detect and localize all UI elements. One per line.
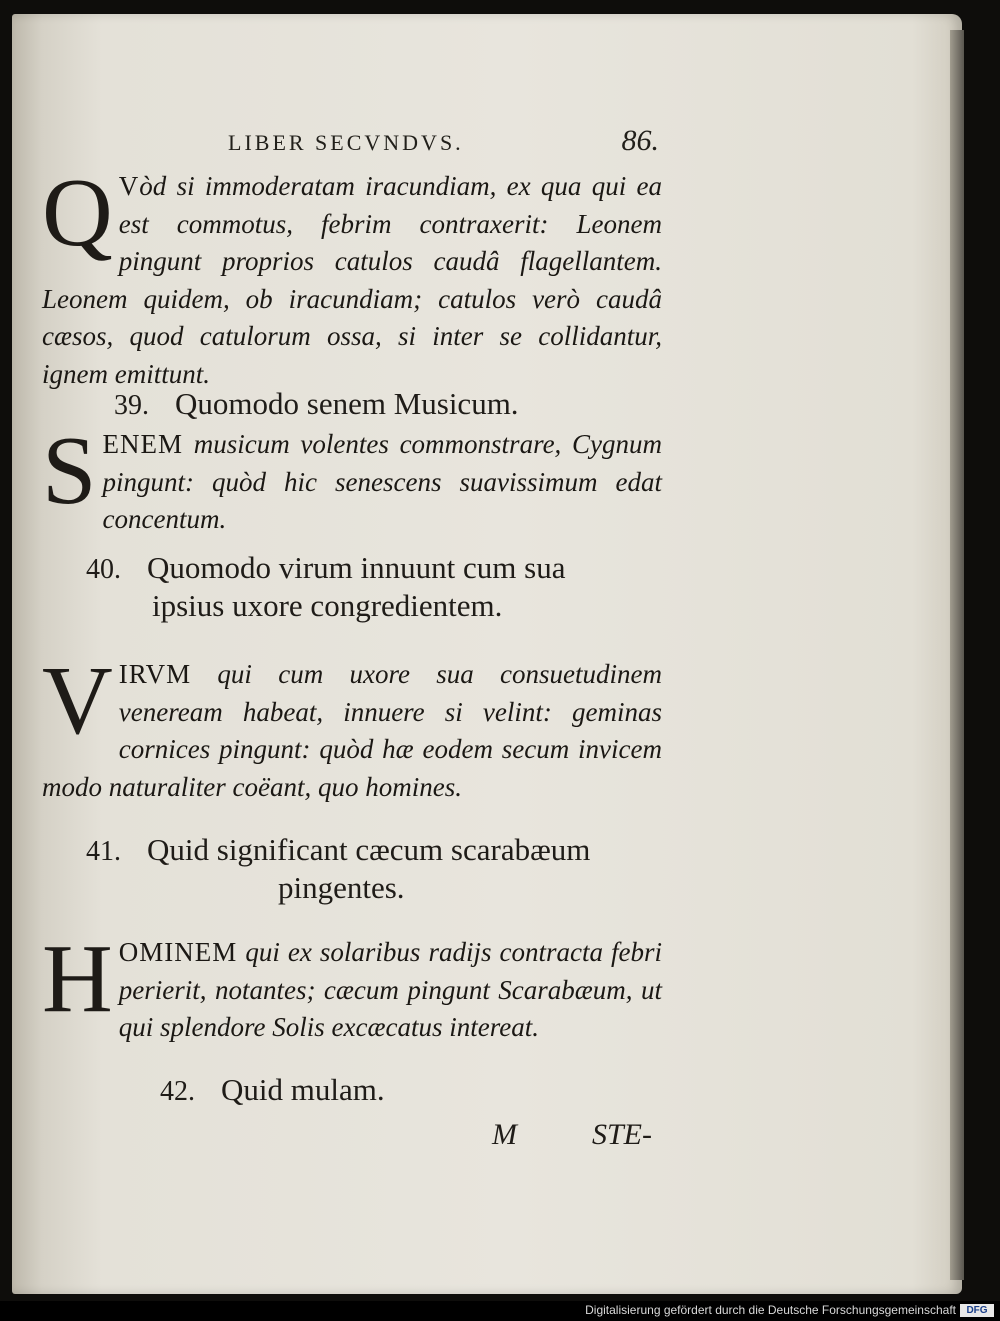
page-header	[200, 124, 665, 164]
section-heading-40-line-2	[152, 586, 502, 626]
paragraph-41	[42, 925, 663, 1047]
lead-word: ENEM	[102, 429, 184, 459]
section-heading-42	[160, 1070, 385, 1112]
running-title: LIBER SECVNDVS.	[228, 130, 464, 155]
heading-line: Quomodo senem Musicum.	[175, 386, 519, 421]
section-heading-41-line-2	[278, 868, 405, 908]
footer-credit: Digitalisierung gefördert durch die Deutsche Forschungsgemeinschaft	[585, 1303, 956, 1317]
page-number: 86.	[621, 124, 659, 157]
drop-capital: Q	[42, 159, 113, 267]
drop-capital: V	[42, 647, 113, 755]
section-number: 40.	[86, 554, 121, 585]
heading-line: pingentes.	[278, 870, 405, 905]
section-number: 42.	[160, 1076, 195, 1107]
paragraph-40	[42, 647, 662, 806]
section-heading-41	[86, 830, 590, 872]
heading-line: Quid mulam.	[221, 1072, 385, 1107]
heading-line: Quomodo virum innuunt cum sua	[147, 550, 566, 585]
paragraph-text: musicum volentes commonstrare, Cygnum pingunt: quòd hic senescens suavissimum edat concentum.	[102, 429, 662, 534]
paragraph-text: qui ex solaribus radijs contracta febri perierit, notantes; cæcum pingunt Scarabæum, ut qui splendore Solis excæcatus intereat.	[118, 937, 663, 1042]
paragraph-1	[42, 159, 662, 393]
drop-capital: H	[42, 925, 113, 1033]
dfg-logo: DFG	[960, 1304, 994, 1317]
heading-line: Quid significant cæcum scarabæum	[147, 832, 591, 867]
paragraph-39	[42, 417, 662, 539]
section-heading-39	[114, 384, 519, 426]
lead-word: V	[118, 171, 140, 201]
lead-word: IRVM	[118, 659, 192, 689]
lead-word: OMINEM	[118, 937, 238, 967]
signature-mark: M	[492, 1118, 517, 1151]
drop-capital: S	[42, 417, 97, 525]
section-number: 39.	[114, 390, 149, 421]
paragraph-text: qui cum uxore sua consuetudinem veneream habeat, innuere si velint: geminas cornices pingunt: quòd hæ eodem secum invicem modo naturaliter coëant, quo homines.	[42, 659, 662, 802]
paragraph-text: òd si immoderatam iracundiam, ex qua qui ea est commotus, febrim contraxerit: Leonem pingunt proprios catulos caudâ flagellantem. Leonem quidem, ob iracundiam; catulos verò caudâ cæsos, quod catulorum ossa, si inter se collidantur, ignem emittunt.	[42, 171, 662, 389]
section-heading-40	[86, 548, 565, 590]
section-number: 41.	[86, 836, 121, 867]
page-edge	[950, 30, 964, 1280]
heading-line: ipsius uxore congredientem.	[152, 588, 503, 623]
catchword: STE-	[592, 1118, 652, 1151]
